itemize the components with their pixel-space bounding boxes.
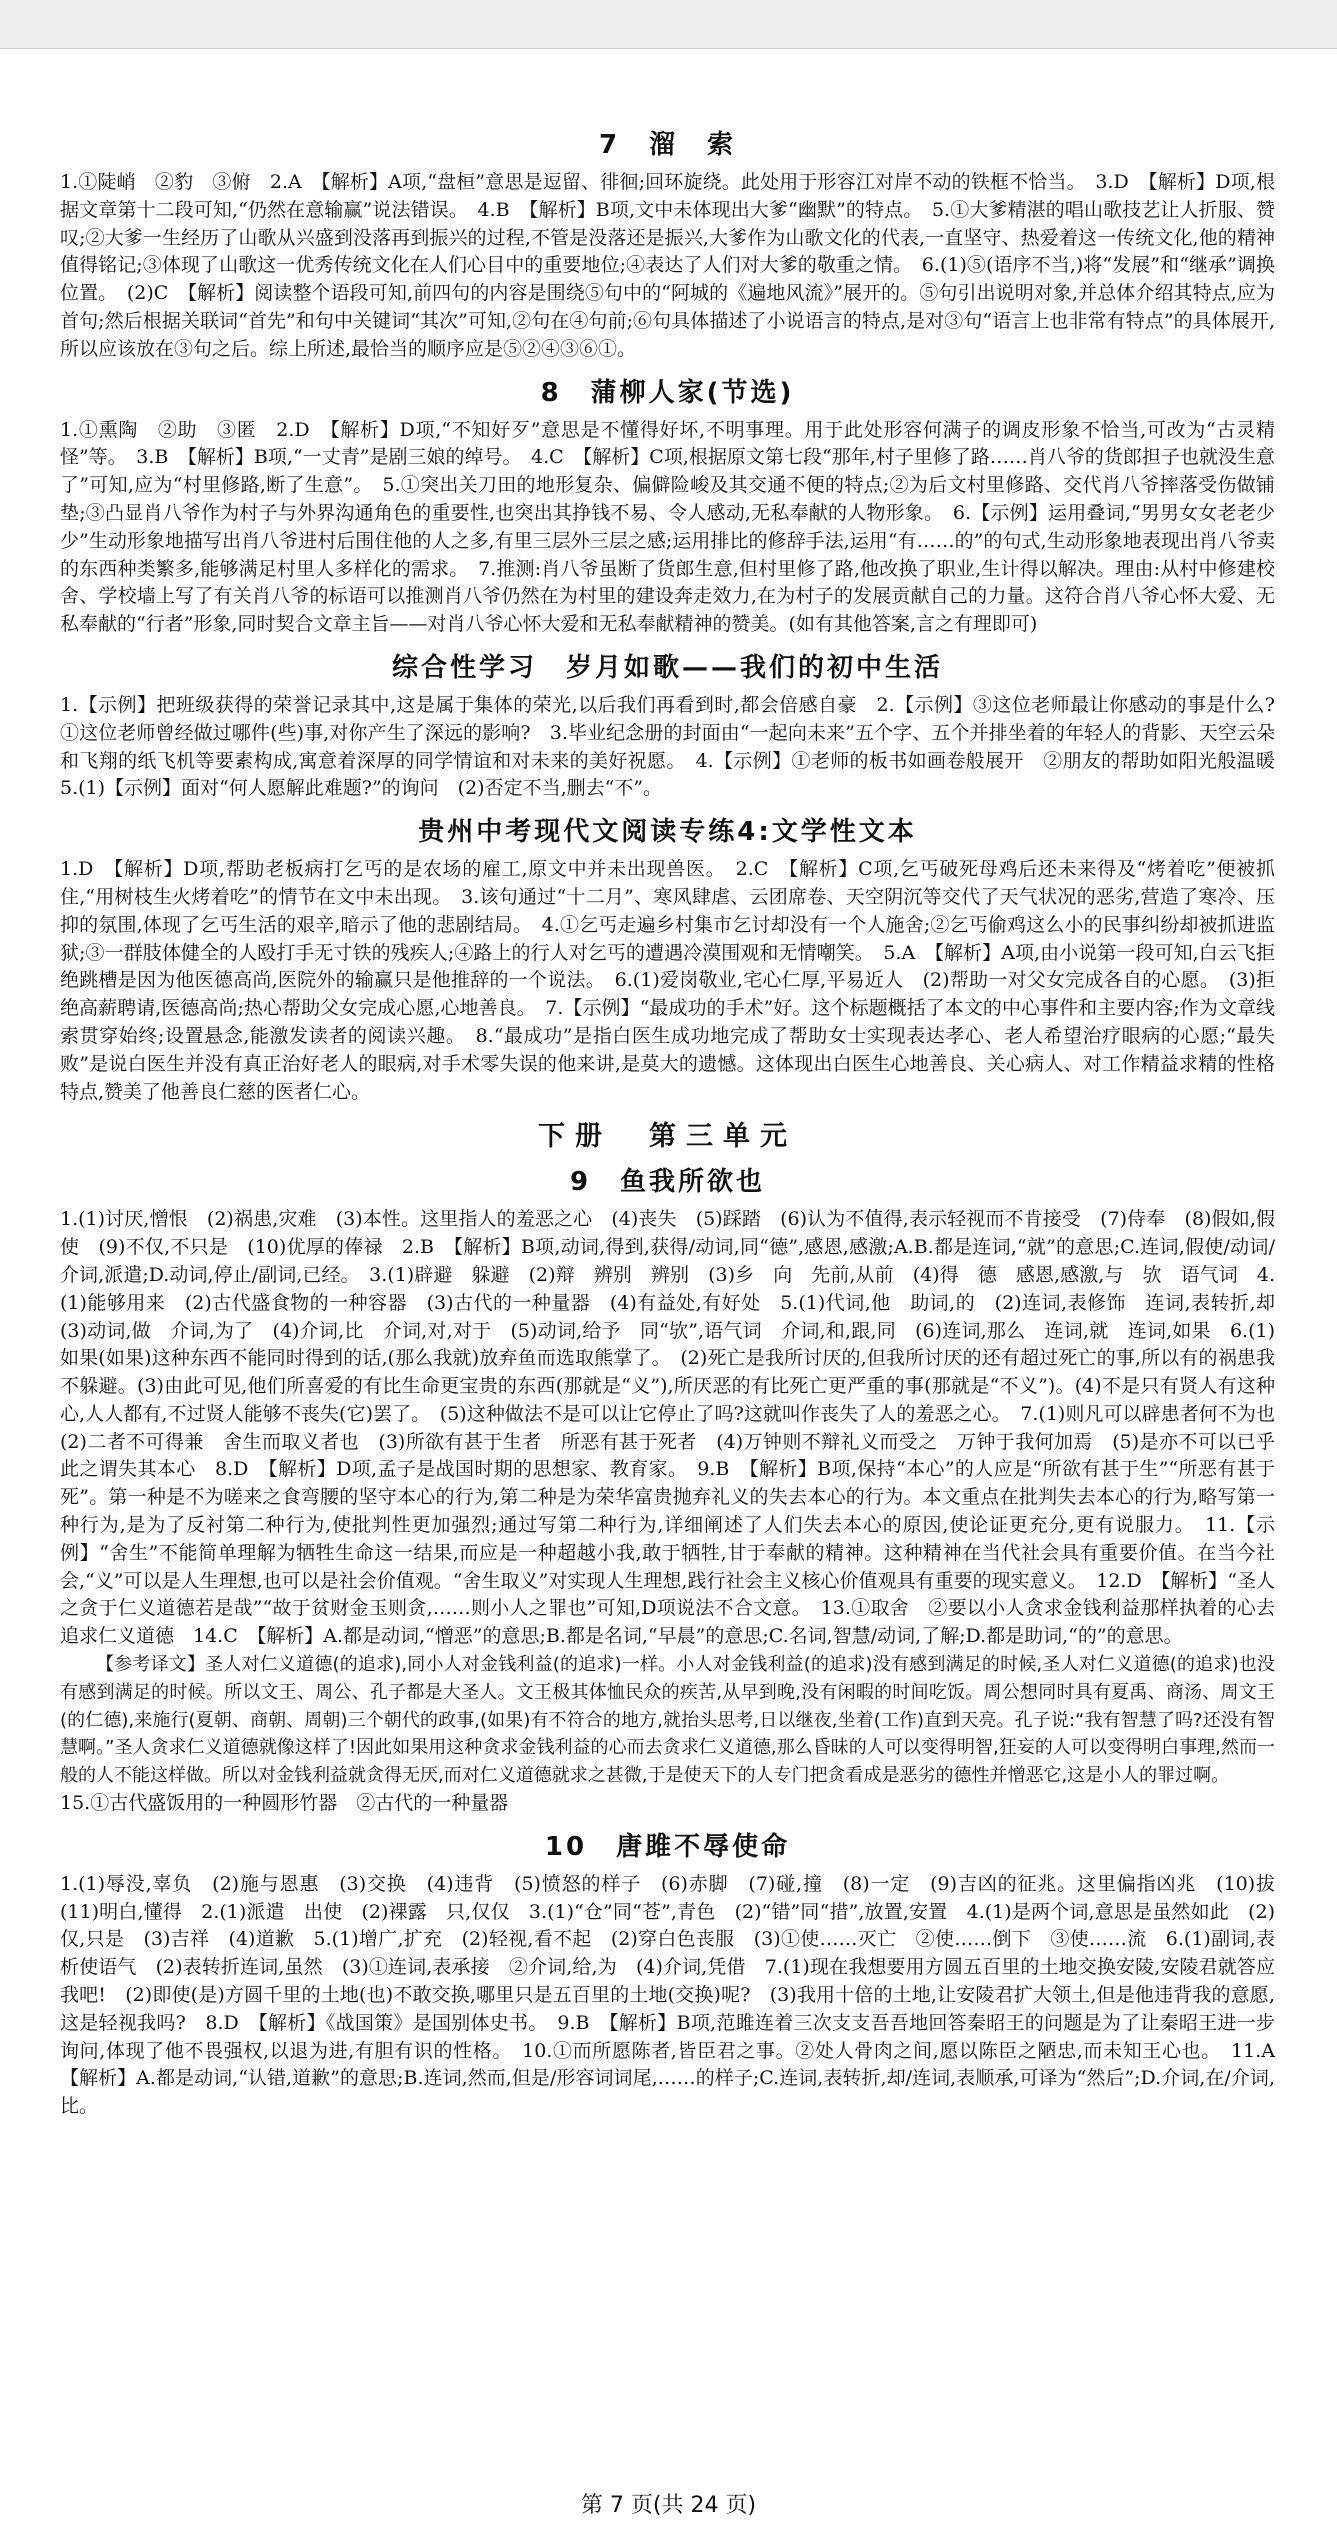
- section-text: 1.(1)讨厌,憎恨 (2)祸患,灾难 (3)本性。这里指人的羞恶之心 (4)丧失 (5)踩踏 (6)认为不值得,表示轻视而不肯接受 (7)侍奉 (8)假如,假使 (9)不仅,不只是 (10)优厚的俸禄 2.B 【解析】B项,动词,得到,获得/动词,同“德”,感恩,感激;A.B.都是连词,“就”的意思;C.连词,假使/动词/介词,派遣;D.动词,停止/副词,已经。 3.(1)辟避 躲避 (2)辩 辨别 辨别 (3)乡 向 先前,从前 (4)得 德 感恩,感激,与 欤 语气词 4.(1)能够用来 (2)古代盛食物的一种容器 (3)古代的一种量器 (4)有益处,有好处 5.(1)代词,他 助词,的 (2)连词,表修饰 连词,表转折,却 (3)动词,做 介词,为了 (4)介词,比 介词,对,对于 (5)动词,给予 同“欤”,语气词 介词,和,跟,同 (6)连词,那么 连词,就 连词,如果 6.(1)如果(如果)这种东西不能同时得到的话,(那么我就)放弃鱼而选取熊掌了。 (2)死亡是我所讨厌的,但我所讨厌的还有超过死亡的事,所以有的祸患我不躲避。(3)由此可见,他们所喜爱的有比生命更宝贵的东西(那就是“义”),所厌恶的有比死亡更严重的事(那就是“不义”)。(4)不是只有贤人有这种心,人人都有,不过贤人能够不丧失(它)罢了。 (5)这种做法不是可以让它停止了吗?这就叫作丧失了人的羞恶之心。 7.(1)则凡可以辟患者何不为也 (2)二者不可得兼 舍生而取义者也 (3)所欲有甚于生者 所恶有甚于死者 (4)万钟则不辩礼义而受之 万钟于我何加焉 (5)是亦不可以已乎 此之谓失其本心 8.D 【解析】D项,孟子是战国时期的思想家、教育家。 9.B 【解析】B项,保持“本心”的人应是“所欲有甚于生”“所恶有甚于死”。第一种是不为嗟来之食弯腰的坚守本心的行为,第二种是为荣华富贵抛弃礼义的失去本心的行为。本文重点在批判失去本心的行为,略写第一种行为,是为了反衬第二种行为,使批判性更加强烈;通过写第二种行为,详细阐述了人们失去本心的原因,使论证更充分,更有说服力。 11.【示例】“舍生”不能简单理解为牺牲生命这一结果,而应是一种超越小我,敢于牺牲,甘于奉献的精神。这种精神在当代社会具有重要价值。在当今社会,“义”可以是人生理想,也可以是社会价值观。“舍生取义”对实现人生理想,践行社会主义核心价值观具有重要的现实意义。 12.D 【解析】“圣人之贪于仁义道德若是哉”“故于贫财金玉则贪,……则小人之罪也”可知,D项说法不合文意。 13.①取舍 ②要以小人贪求金钱利益那样执着的心去追求仁义道德 14.C 【解析】A.都是动词,“憎恶”的意思;B.都是名词,“早晨”的意思;C.名词,智慧/动词,了解;D.都是助词,“的”的意思。: [60, 1208, 1295, 1648]
- section-text: 15.①古代盛饭用的一种圆形竹器 ②古代的一种量器: [60, 1792, 509, 1815]
- section-text: 1.①熏陶 ②助 ③匿 2.D 【解析】D项,“不知好歹”意思是不懂得好坏,不明事理。用于此处形容何满子的调皮形象不恰当,可改为“古灵精怪”等。 3.B 【解析】B项,“一丈青”是剧三娘的绰号。 4.C 【解析】C项,根据原文第七段“那年,村子里修了路……肖八爷的货郎担子也就没生意了”可知,应为“村里修路,断了生意”。 5.①突出关刀田的地形复杂、偏僻险峻及其交通不便的特点;②为后文村里修路、交代肖八爷摔落受伤做铺垫;③凸显肖八爷作为村子与外界沟通角色的重要性,也突出其挣钱不易、令人感动,无私奉献的人物形象。 6.【示例】运用叠词,“男男女女老老少少”生动形象地描写出肖八爷进村后围住他的人之多,有里三层外三层之感;运用排比的修辞手法,运用“有……的”的句式,生动形象地表现出肖八爷卖的东西种类繁多,能够满足村里人多样化的需求。 7.推测:肖八爷虽断了货郎生意,但村里修了路,他改换了职业,生计得以解决。理由:从村中修建校舍、学校墙上写了有关肖八爷的标语可以推测肖八爷仍然在为村里的建设奔走效力,在为村子的发展贡献自己的力量。这符合肖八爷心怀大爱、无私奉献的“行者”形象,同时契合文章主旨——对肖八爷心怀大爱和无私奉献精神的赞美。(如有其他答案,言之有理即可): [60, 418, 1275, 636]
- section-title: 10 唐雎不辱使命: [544, 1831, 791, 1862]
- section-text: 1.【示例】把班级获得的荣誉记录其中,这是属于集体的荣光,以后我们再看到时,都会倍感自豪 2.【示例】③这位老师最让你感动的事是什么? ①这位老师曾经做过哪件(些)事,对你产生了深远的影响? 3.毕业纪念册的封面由“一起向未来”五个字、五个并排坐着的年轻人的背影、天空云朵和飞翔的纸飞机等要素构成,寓意着深厚的同学情谊和对未来的美好祝愿。 4.【示例】①老师的板书如画卷般展开 ②朋友的帮助如阳光般温暖 5.(1)【示例】面对“何人愿解此难题?”的询问 (2)否定不当,删去“不”。: [60, 693, 1295, 800]
- section-text: 1.(1)辱没,辜负 (2)施与恩惠 (3)交换 (4)违背 (5)愤怒的样子 (6)赤脚 (7)碰,撞 (8)一定 (9)吉凶的征兆。这里偏指凶兆 (10)拔 (11)明白,懂得 2.(1)派遣 出使 (2)裸露 只,仅仅 3.(1)“仓”同“苍”,青色 (2)“错”同“措”,放置,安置 4.(1)是两个词,意思是虽然如此 (2)仅,只是 (3)吉祥 (4)道歉 5.(1)增广,扩充 (2)轻视,看不起 (2)穿白色丧服 (3)①使……灭亡 ②使……倒下 ③使……流 6.(1)副词,表析使语气 (2)表转折连词,虽然 (3)①连词,表承接 ②介词,给,为 (4)介词,凭借 7.(1)现在我想要用方圆五百里的土地交换安陵,安陵君就答应我吧! (2)即使(是)方圆千里的土地(也)不敢交换,哪里只是五百里的土地(交换)呢? (3)我用十倍的土地,让安陵君扩大领土,但是他违背我的意愿,这是轻视我吗? 8.D 【解析】《战国策》是国别体史书。 9.B 【解析】B项,范雎连着三次支支吾吾地回答秦昭王的问题是为了让秦昭王进一步询问,体现了他不畏强权,以退为进,有胆有识的性格。 10.①而所愿陈者,皆臣君之事。②处人骨肉之间,愿以陈臣之陋忠,而未知王心也。 11.A 【解析】A.都是动词,“认错,道歉”的意思;B.连词,然而,但是/形容词词尾,……的样子;C.连词,表转折,却/连词,表顺承,可译为“然后”;D.介词,在/介词,比。: [60, 1872, 1295, 2118]
- section-lesson-9: [60, 1161, 1295, 1818]
- reference-translation: 【参考译文】圣人对仁义道德(的追求),同小人对金钱利益(的追求)一样。小人对金钱利益(的追求)没有感到满足的时候,圣人对仁义道德(的追求)也没有感到满足的时候。所以文王、周公、孔子都是大圣人。文王极其体恤民众的疾苦,从早到晚,没有闲暇的时间吃饭。周公想同时具有夏禹、商汤、周文王(的仁德),来施行(夏朝、商朝、周朝)三个朝代的政事,(如果)有不符合的地方,就抬头思考,日以继夜,坐着(工作)直到天亮。孔子说:“我有智慧了吗?还没有智慧啊。”圣人贪求仁义道德就像这样了!因此如果用这种贪求金钱利益的心而去贪求仁义道德,那么昏昧的人可以变得明智,狂妄的人可以变得明白事理,然而一般的人不能这样做。所以对金钱利益就贪得无厌,而对仁义道德就求之甚微,于是使天下的人专门把贪看成是恶劣的德性并憎恶它,这是小人的罪过啊。: [60, 1654, 1275, 1787]
- section-lesson-8: [60, 372, 1275, 639]
- volume-title: 下册 第三单元: [538, 1121, 797, 1153]
- section-guizhou-reading: [60, 811, 1275, 1106]
- section-text: 1.D 【解析】D项,帮助老板病打乞丐的是农场的雇工,原文中并未出现兽医。 2.C 【解析】C项,乞丐破死母鸡后还未来得及“烤着吃”便被抓住,“用树枝生火烤着吃”的情节在文中未出现。 3.该句通过“十二月”、寒风肆虐、云团席卷、天空阴沉等交代了天气状况的恶劣,营造了寒冷、压抑的氛围,体现了乞丐生活的艰辛,暗示了他的悲剧结局。 4.①乞丐走遍乡村集市乞讨却没有一个人施舍;②乞丐偷鸡这么小的民事纠纷却被抓进监狱;③一群肢体健全的人殴打手无寸铁的残疾人;④路上的行人对乞丐的遭遇冷漠围观和无情嘲笑。 5.A 【解析】A项,由小说第一段可知,白云飞拒绝跳槽是因为他医德高尚,医院外的输赢只是他推辞的一个说法。 6.(1)爱岗敬业,宅心仁厚,平易近人 (2)帮助一对父女完成各自的心愿。 (3)拒绝高薪聘请,医德高尚;热心帮助父女完成心愿,心地善良。 7.【示例】“最成功的手术”好。这个标题概括了本文的中心事件和主要内容;作为文章线索贯穿始终;设置悬念,能激发读者的阅读兴趣。 8.“最成功”是指白医生成功地完成了帮助女士实现表达孝心、老人希望治疗眼病的心愿;“最失败”是说白医生并没有真正治好老人的眼病,对手术零失误的他来讲,是莫大的遗憾。这体现出白医生心地善良、关心病人、对工作精益求精的性格特点,赞美了他善良仁慈的医者仁心。: [60, 858, 1275, 1103]
- page-number: 第 7 页(共 24 页): [580, 2493, 757, 2518]
- section-title: 7 溜 索: [598, 130, 737, 160]
- section-lesson-7: [60, 124, 1275, 364]
- section-title: 9 鱼我所欲也: [569, 1167, 766, 1198]
- section-text: 1.①陡峭 ②豹 ③俯 2.A 【解析】A项,“盘桓”意思是逗留、徘徊;回环旋绕。此处用于形容江对岸不动的铁框不恰当。 3.D 【解析】D项,根据文章第十二段可知,“仍然在意输赢”说法错误。 4.B 【解析】B项,文中未体现出大爹“幽默”的特点。 5.①大爹精湛的唱山歌技艺让人折服、赞叹;②大爹一生经历了山歌从兴盛到没落再到振兴的过程,不管是没落还是振兴,大爹作为山歌文化的代表,一直坚守、热爱着这一传统文化,他的精神值得铭记;③体现了山歌这一优秀传统文化在人们心目中的重要地位;④表达了人们对大爹的敬重之情。 6.(1)⑤(语序不当,)将“发展”和“继承”调换位置。 (2)C 【解析】阅读整个语段可知,前四句的内容是围绕⑤句中的“阿城的《遍地风流》”展开的。⑤句引出说明对象,并总体介绍其特点,应为首句;然后根据关联词“首先”和句中关键词“其次”可知,②句在④句前;⑥句具体描述了小说语言的特点,是对③句“语言上也非常有特点”的具体展开,所以应该放在③句之后。综上所述,最恰当的顺序应是⑤②④③⑥①。: [60, 171, 1275, 360]
- section-title: 贵州中考现代文阅读专练4:文学性文本: [418, 817, 917, 848]
- section-volume-unit-3: [60, 1114, 1275, 1153]
- section-title: 综合性学习 岁月如歌——我们的初中生活: [391, 652, 943, 683]
- section-lesson-10: [60, 1826, 1295, 2121]
- section-title: 8 蒲柳人家(节选): [540, 377, 795, 408]
- section-comprehensive-study: [60, 647, 1295, 803]
